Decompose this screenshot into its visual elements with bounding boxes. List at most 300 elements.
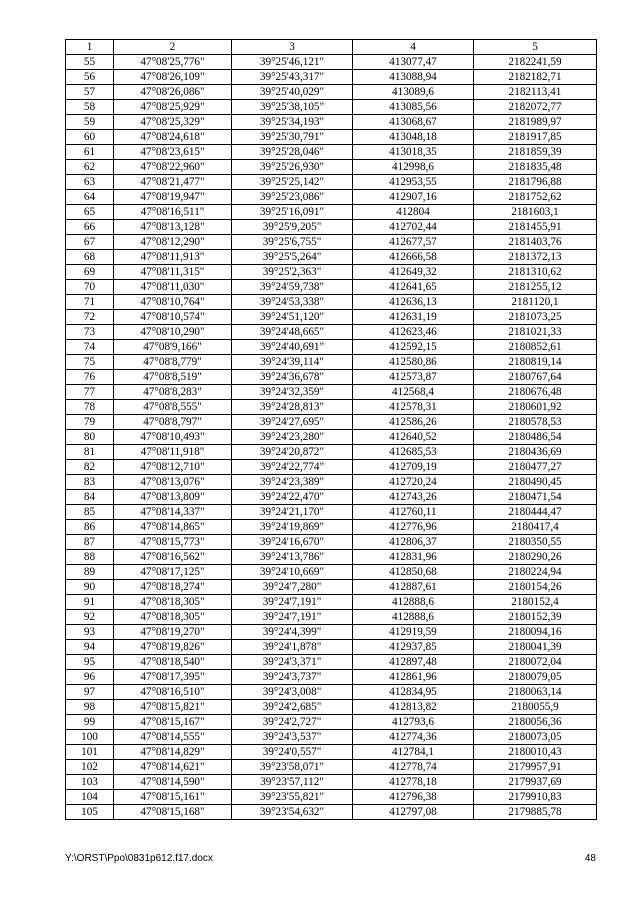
cell-latitude: 47°08'25,929" [114,100,232,115]
cell-x-coordinate: 412709,19 [353,460,474,475]
cell-latitude: 47°08'15,161" [114,790,232,805]
cell-y-coordinate: 2180417,4 [474,520,597,535]
cell-latitude: 47°08'8,519" [114,370,232,385]
cell-longitude: 39°24'7,191" [232,610,353,625]
table-row [66,220,597,235]
table-row [66,670,597,685]
table-row [66,685,597,700]
cell-x-coordinate: 412784,1 [353,745,474,760]
cell-x-coordinate: 412888,6 [353,610,474,625]
cell-longitude: 39°24'28,813" [232,400,353,415]
cell-longitude: 39°24'19,869" [232,520,353,535]
cell-point-number: 79 [66,415,114,430]
cell-longitude: 39°24'3,537" [232,730,353,745]
footer-file-path: Y:\ORST\Ppo\0831p612.f17.docx [65,853,213,864]
cell-latitude: 47°08'13,809" [114,490,232,505]
cell-longitude: 39°25'40,029" [232,85,353,100]
cell-point-number: 95 [66,655,114,670]
table-row [66,805,597,820]
cell-longitude: 39°25'25,142" [232,175,353,190]
cell-y-coordinate: 2180578,53 [474,415,597,430]
cell-point-number: 63 [66,175,114,190]
cell-point-number: 92 [66,610,114,625]
table-row [66,610,597,625]
table-row [66,130,597,145]
table-row [66,445,597,460]
cell-x-coordinate: 412774,36 [353,730,474,745]
cell-x-coordinate: 412776,96 [353,520,474,535]
cell-x-coordinate: 412998,6 [353,160,474,175]
cell-latitude: 47°08'10,574" [114,310,232,325]
cell-latitude: 47°08'19,270" [114,625,232,640]
cell-x-coordinate: 412907,16 [353,190,474,205]
cell-latitude: 47°08'26,109" [114,70,232,85]
cell-latitude: 47°08'10,493" [114,430,232,445]
cell-latitude: 47°08'11,913" [114,250,232,265]
cell-latitude: 47°08'24,618" [114,130,232,145]
table-row [66,460,597,475]
cell-x-coordinate: 412937,85 [353,640,474,655]
table-row [66,760,597,775]
cell-y-coordinate: 2181021,33 [474,325,597,340]
cell-point-number: 58 [66,100,114,115]
table-row [66,535,597,550]
cell-x-coordinate: 412631,19 [353,310,474,325]
cell-latitude: 47°08'8,779" [114,355,232,370]
cell-x-coordinate: 413068,67 [353,115,474,130]
cell-y-coordinate: 2180073,05 [474,730,597,745]
cell-point-number: 85 [66,505,114,520]
cell-x-coordinate: 412760,11 [353,505,474,520]
cell-latitude: 47°08'19,947" [114,190,232,205]
table-row [66,325,597,340]
cell-latitude: 47°08'18,540" [114,655,232,670]
cell-longitude: 39°24'10,669" [232,565,353,580]
cell-latitude: 47°08'11,918" [114,445,232,460]
table-row [66,115,597,130]
cell-point-number: 78 [66,400,114,415]
cell-latitude: 47°08'14,829" [114,745,232,760]
cell-latitude: 47°08'18,305" [114,595,232,610]
cell-latitude: 47°08'10,764" [114,295,232,310]
cell-point-number: 96 [66,670,114,685]
table-row [66,640,597,655]
cell-point-number: 102 [66,760,114,775]
cell-latitude: 47°08'15,168" [114,805,232,820]
table-row [66,295,597,310]
cell-longitude: 39°24'13,786" [232,550,353,565]
cell-y-coordinate: 2180056,36 [474,715,597,730]
cell-x-coordinate: 412623,46 [353,325,474,340]
cell-x-coordinate: 412804 [353,205,474,220]
cell-longitude: 39°25'6,755" [232,235,353,250]
cell-x-coordinate: 412666,58 [353,250,474,265]
cell-x-coordinate: 412778,18 [353,775,474,790]
cell-x-coordinate: 413085,56 [353,100,474,115]
cell-y-coordinate: 2180490,45 [474,475,597,490]
cell-longitude: 39°24'23,389" [232,475,353,490]
cell-point-number: 65 [66,205,114,220]
cell-y-coordinate: 2180224,94 [474,565,597,580]
cell-latitude: 47°08'13,076" [114,475,232,490]
table-row [66,70,597,85]
cell-latitude: 47°08'15,773" [114,535,232,550]
cell-x-coordinate: 412702,44 [353,220,474,235]
cell-x-coordinate: 412850,68 [353,565,474,580]
cell-x-coordinate: 412778,74 [353,760,474,775]
cell-point-number: 61 [66,145,114,160]
cell-latitude: 47°08'25,329" [114,115,232,130]
table-row [66,100,597,115]
cell-latitude: 47°08'16,562" [114,550,232,565]
cell-y-coordinate: 2182113,41 [474,85,597,100]
cell-point-number: 103 [66,775,114,790]
cell-y-coordinate: 2180601,92 [474,400,597,415]
cell-x-coordinate: 412568,4 [353,385,474,400]
cell-x-coordinate: 412813,82 [353,700,474,715]
cell-y-coordinate: 2180152,4 [474,595,597,610]
cell-point-number: 66 [66,220,114,235]
cell-longitude: 39°23'55,821" [232,790,353,805]
table-row [66,190,597,205]
coordinates-table [65,39,597,820]
cell-longitude: 39°25'34,193" [232,115,353,130]
cell-y-coordinate: 2180477,27 [474,460,597,475]
cell-point-number: 98 [66,700,114,715]
cell-y-coordinate: 2180767,64 [474,370,597,385]
cell-point-number: 101 [66,745,114,760]
cell-point-number: 56 [66,70,114,85]
cell-y-coordinate: 2179910,83 [474,790,597,805]
cell-x-coordinate: 412685,53 [353,445,474,460]
table-row [66,340,597,355]
cell-point-number: 60 [66,130,114,145]
cell-point-number: 100 [66,730,114,745]
cell-longitude: 39°24'59,738" [232,280,353,295]
cell-latitude: 47°08'25,776" [114,55,232,70]
cell-point-number: 68 [66,250,114,265]
cell-x-coordinate: 412953,55 [353,175,474,190]
cell-longitude: 39°24'32,359" [232,385,353,400]
cell-longitude: 39°24'3,008" [232,685,353,700]
cell-y-coordinate: 2181455,91 [474,220,597,235]
cell-y-coordinate: 2181835,48 [474,160,597,175]
cell-x-coordinate: 412897,48 [353,655,474,670]
table-row [66,625,597,640]
cell-longitude: 39°24'39,114" [232,355,353,370]
cell-x-coordinate: 412861,96 [353,670,474,685]
cell-latitude: 47°08'12,710" [114,460,232,475]
cell-x-coordinate: 413077,47 [353,55,474,70]
cell-point-number: 82 [66,460,114,475]
cell-y-coordinate: 2181917,85 [474,130,597,145]
cell-y-coordinate: 2182241,59 [474,55,597,70]
table-row [66,400,597,415]
cell-y-coordinate: 2181403,76 [474,235,597,250]
cell-y-coordinate: 2180055,9 [474,700,597,715]
table-row [66,175,597,190]
table-row [66,55,597,70]
cell-latitude: 47°08'14,865" [114,520,232,535]
cell-longitude: 39°25'43,317" [232,70,353,85]
cell-point-number: 86 [66,520,114,535]
cell-point-number: 72 [66,310,114,325]
cell-point-number: 71 [66,295,114,310]
cell-x-coordinate: 412796,38 [353,790,474,805]
cell-x-coordinate: 413088,94 [353,70,474,85]
cell-y-coordinate: 2181752,62 [474,190,597,205]
cell-point-number: 80 [66,430,114,445]
cell-y-coordinate: 2181796,88 [474,175,597,190]
table-row [66,145,597,160]
cell-latitude: 47°08'16,511" [114,205,232,220]
cell-x-coordinate: 412641,65 [353,280,474,295]
cell-y-coordinate: 2182072,77 [474,100,597,115]
table-row [66,700,597,715]
table-row [66,370,597,385]
cell-y-coordinate: 2180471,54 [474,490,597,505]
cell-longitude: 39°24'20,872" [232,445,353,460]
cell-y-coordinate: 2179957,91 [474,760,597,775]
table-row [66,565,597,580]
cell-latitude: 47°08'10,290" [114,325,232,340]
cell-longitude: 39°25'16,091" [232,205,353,220]
cell-longitude: 39°24'22,774" [232,460,353,475]
cell-longitude: 39°25'2,363" [232,265,353,280]
cell-longitude: 39°24'51,120" [232,310,353,325]
cell-x-coordinate: 413089,6 [353,85,474,100]
cell-longitude: 39°25'9,205" [232,220,353,235]
cell-point-number: 90 [66,580,114,595]
cell-x-coordinate: 412720,24 [353,475,474,490]
cell-x-coordinate: 412592,15 [353,340,474,355]
table-row [66,790,597,805]
cell-y-coordinate: 2180350,55 [474,535,597,550]
table-row [66,310,597,325]
cell-longitude: 39°25'23,086" [232,190,353,205]
cell-y-coordinate: 2181989,97 [474,115,597,130]
table-row [66,160,597,175]
cell-latitude: 47°08'11,315" [114,265,232,280]
cell-longitude: 39°24'3,737" [232,670,353,685]
cell-latitude: 47°08'18,305" [114,610,232,625]
cell-longitude: 39°24'1,878" [232,640,353,655]
cell-longitude: 39°23'54,632" [232,805,353,820]
cell-point-number: 57 [66,85,114,100]
header-col-2: 2 [114,40,232,55]
cell-latitude: 47°08'13,128" [114,220,232,235]
table-row [66,265,597,280]
cell-x-coordinate: 412919,59 [353,625,474,640]
table-row [66,355,597,370]
cell-point-number: 104 [66,790,114,805]
cell-y-coordinate: 2180041,39 [474,640,597,655]
cell-x-coordinate: 412586,26 [353,415,474,430]
cell-point-number: 67 [66,235,114,250]
table-row [66,280,597,295]
cell-longitude: 39°23'57,112" [232,775,353,790]
cell-y-coordinate: 2179937,69 [474,775,597,790]
cell-point-number: 87 [66,535,114,550]
cell-latitude: 47°08'23,615" [114,145,232,160]
cell-x-coordinate: 412806,37 [353,535,474,550]
cell-latitude: 47°08'9,166" [114,340,232,355]
cell-point-number: 59 [66,115,114,130]
cell-y-coordinate: 2182182,71 [474,70,597,85]
cell-y-coordinate: 2180290,26 [474,550,597,565]
header-col-3: 3 [232,40,353,55]
cell-longitude: 39°24'4,399" [232,625,353,640]
cell-longitude: 39°24'40,691" [232,340,353,355]
cell-latitude: 47°08'8,283" [114,385,232,400]
cell-longitude: 39°24'2,727" [232,715,353,730]
cell-point-number: 88 [66,550,114,565]
cell-x-coordinate: 412677,57 [353,235,474,250]
cell-longitude: 39°25'46,121" [232,55,353,70]
table-body [66,55,597,820]
cell-x-coordinate: 412578,31 [353,400,474,415]
cell-y-coordinate: 2180063,14 [474,685,597,700]
cell-point-number: 94 [66,640,114,655]
header-col-1: 1 [66,40,114,55]
table-row [66,715,597,730]
table-row [66,655,597,670]
cell-x-coordinate: 412649,32 [353,265,474,280]
cell-point-number: 93 [66,625,114,640]
cell-x-coordinate: 413048,18 [353,130,474,145]
cell-x-coordinate: 412888,6 [353,595,474,610]
cell-longitude: 39°25'5,264" [232,250,353,265]
header-col-4: 4 [353,40,474,55]
cell-y-coordinate: 2181120,1 [474,295,597,310]
cell-longitude: 39°24'0,557" [232,745,353,760]
cell-longitude: 39°24'16,670" [232,535,353,550]
cell-point-number: 77 [66,385,114,400]
cell-point-number: 91 [66,595,114,610]
cell-y-coordinate: 2181859,39 [474,145,597,160]
table-row [66,775,597,790]
cell-x-coordinate: 412793,6 [353,715,474,730]
cell-y-coordinate: 2181603,1 [474,205,597,220]
table-row [66,550,597,565]
cell-point-number: 73 [66,325,114,340]
cell-point-number: 99 [66,715,114,730]
table-row [66,385,597,400]
table-row [66,85,597,100]
cell-y-coordinate: 2180819,14 [474,355,597,370]
cell-y-coordinate: 2181073,25 [474,310,597,325]
cell-latitude: 47°08'8,555" [114,400,232,415]
table-row [66,730,597,745]
cell-longitude: 39°25'38,105" [232,100,353,115]
cell-y-coordinate: 2180676,48 [474,385,597,400]
cell-latitude: 47°08'17,125" [114,565,232,580]
cell-longitude: 39°25'30,791" [232,130,353,145]
cell-latitude: 47°08'15,167" [114,715,232,730]
cell-point-number: 84 [66,490,114,505]
cell-point-number: 64 [66,190,114,205]
cell-latitude: 47°08'15,821" [114,700,232,715]
cell-point-number: 83 [66,475,114,490]
cell-longitude: 39°24'53,338" [232,295,353,310]
cell-y-coordinate: 2180010,43 [474,745,597,760]
cell-y-coordinate: 2179885,78 [474,805,597,820]
cell-point-number: 105 [66,805,114,820]
cell-longitude: 39°25'26,930" [232,160,353,175]
cell-latitude: 47°08'14,621" [114,760,232,775]
cell-longitude: 39°23'58,071" [232,760,353,775]
cell-longitude: 39°24'36,678" [232,370,353,385]
cell-point-number: 74 [66,340,114,355]
cell-x-coordinate: 412640,52 [353,430,474,445]
cell-y-coordinate: 2181310,62 [474,265,597,280]
cell-y-coordinate: 2180486,54 [474,430,597,445]
cell-latitude: 47°08'14,590" [114,775,232,790]
cell-latitude: 47°08'14,555" [114,730,232,745]
cell-point-number: 69 [66,265,114,280]
cell-y-coordinate: 2180444,47 [474,505,597,520]
cell-x-coordinate: 412831,96 [353,550,474,565]
table-header [66,40,597,55]
cell-latitude: 47°08'19,826" [114,640,232,655]
cell-latitude: 47°08'18,274" [114,580,232,595]
cell-x-coordinate: 413018,35 [353,145,474,160]
cell-point-number: 97 [66,685,114,700]
cell-latitude: 47°08'8,797" [114,415,232,430]
table-row [66,250,597,265]
cell-latitude: 47°08'17,395" [114,670,232,685]
footer-page-number: 48 [584,853,596,864]
cell-y-coordinate: 2181255,12 [474,280,597,295]
table-row [66,505,597,520]
cell-x-coordinate: 412573,87 [353,370,474,385]
cell-longitude: 39°24'23,280" [232,430,353,445]
header-row [66,40,597,55]
cell-latitude: 47°08'12,290" [114,235,232,250]
cell-longitude: 39°25'28,046" [232,145,353,160]
cell-latitude: 47°08'22,960" [114,160,232,175]
cell-point-number: 76 [66,370,114,385]
cell-point-number: 75 [66,355,114,370]
header-col-5: 5 [474,40,597,55]
table-row [66,580,597,595]
cell-point-number: 70 [66,280,114,295]
table-row [66,475,597,490]
table-row [66,520,597,535]
table-row [66,235,597,250]
cell-x-coordinate: 412797,08 [353,805,474,820]
cell-point-number: 89 [66,565,114,580]
table-row [66,595,597,610]
cell-longitude: 39°24'27,695" [232,415,353,430]
table-row [66,430,597,445]
cell-x-coordinate: 412743,26 [353,490,474,505]
cell-y-coordinate: 2180079,05 [474,670,597,685]
table-row [66,205,597,220]
cell-y-coordinate: 2181372,13 [474,250,597,265]
cell-y-coordinate: 2180152,39 [474,610,597,625]
table-row [66,745,597,760]
cell-longitude: 39°24'3,371" [232,655,353,670]
cell-y-coordinate: 2180436,69 [474,445,597,460]
cell-latitude: 47°08'16,510" [114,685,232,700]
cell-y-coordinate: 2180852,61 [474,340,597,355]
cell-y-coordinate: 2180154,26 [474,580,597,595]
cell-x-coordinate: 412887,61 [353,580,474,595]
cell-latitude: 47°08'14,337" [114,505,232,520]
cell-point-number: 81 [66,445,114,460]
cell-latitude: 47°08'11,030" [114,280,232,295]
